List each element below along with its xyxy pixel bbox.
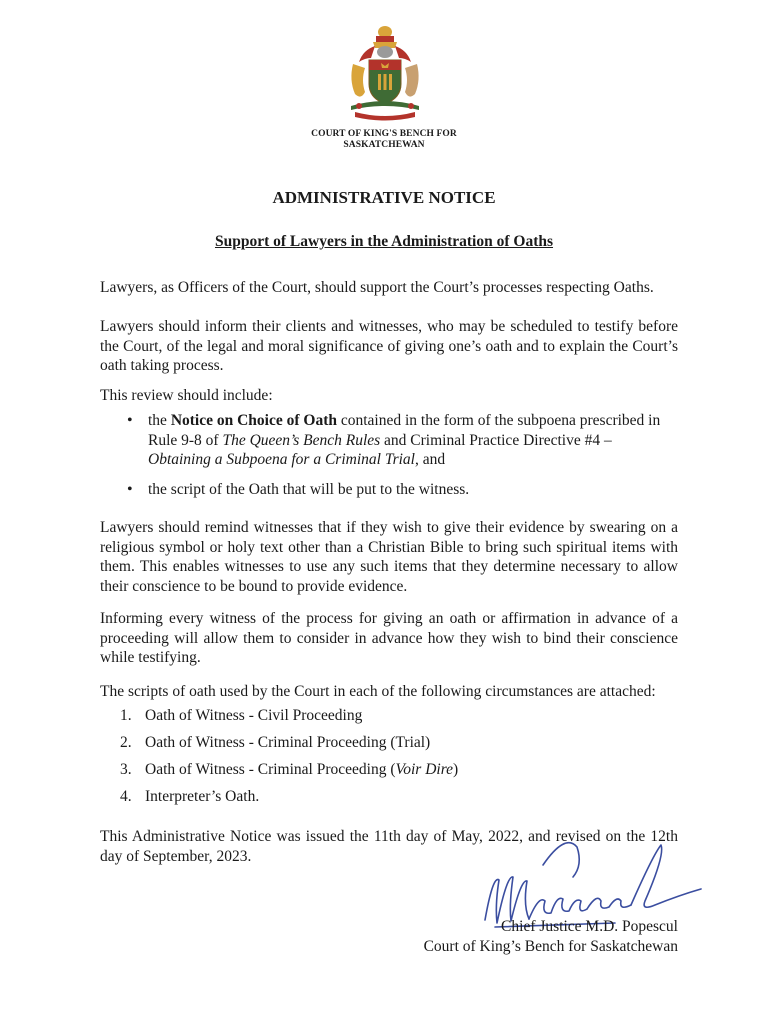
- bullet-text: the script of the Oath that will be put to the witness.: [148, 480, 470, 498]
- notice-subject: Support of Lawyers in the Administration of Oaths: [214, 233, 554, 250]
- court-name-line2: SASKATCHEWAN: [343, 140, 425, 150]
- paragraph-officers: Lawyers, as Officers of the Court, should support the Court’s processes respecting Oaths.: [100, 279, 654, 296]
- notice-title: ADMINISTRATIVE NOTICE: [272, 188, 496, 207]
- paragraph-review-includes: This review should include:: [100, 387, 273, 404]
- oath-scripts-list: [100, 706, 678, 814]
- bullet-oath-script: [100, 480, 678, 500]
- list-number: 2.: [120, 734, 132, 751]
- signatory-court: Court of King’s Bench for Saskatchewan: [423, 938, 678, 955]
- list-number: 1.: [120, 707, 132, 724]
- bullet-bold-text: Notice on Choice of Oath: [170, 412, 337, 429]
- bullet-text: and Criminal Practice Directive #4 –: [380, 431, 612, 449]
- list-number: 3.: [120, 761, 132, 778]
- coat-of-arms-logo: [345, 22, 425, 122]
- paragraph-religious-items: Lawyers should remind witnesses that if they wish to give their evidence by swearing on a religious symbol or holy text other than a Christian Bible to bring such spiritual items with them. This enables witnesses to use any such items that they determine necessary to allow their conscience to be bound to provide evidence.: [100, 519, 678, 595]
- list-item: [100, 706, 678, 726]
- rules-title: The Queen’s Bench Rules: [222, 431, 381, 449]
- paragraph-inform-clients: Lawyers should inform their clients and witnesses, who may be scheduled to testify before the Court, of the legal and moral significance of giving one’s oath and to explain the Court’s oath taking process.: [100, 318, 678, 374]
- list-text: Oath of Witness - Criminal Proceeding (: [145, 761, 396, 778]
- court-name: [0, 129, 768, 151]
- list-number: 4.: [120, 788, 132, 805]
- list-item: [100, 733, 678, 753]
- bullet-text: contained in the form of the subpoena prescribed in Rule 9-8 of: [148, 412, 661, 449]
- paragraph-scripts-attached: The scripts of oath used by the Court in each of the following circumstances are attached:: [100, 683, 656, 700]
- bullet-text: , and: [414, 451, 446, 468]
- list-text: Oath of Witness - Criminal Proceeding (Trial): [145, 734, 431, 751]
- list-italic-text: Voir Dire: [395, 761, 454, 778]
- review-bullet-list: [100, 411, 678, 509]
- list-item: [100, 760, 678, 780]
- court-name-line1: COURT OF KING'S BENCH FOR: [311, 129, 457, 139]
- signature-block: [380, 917, 678, 957]
- list-text: ): [453, 761, 459, 778]
- paragraph-issue-date: This Administrative Notice was issued the 11th day of May, 2022, and revised on the 12th day of September, 2023.: [100, 828, 678, 865]
- list-text: Oath of Witness - Civil Proceeding: [145, 707, 363, 724]
- bullet-notice-choice-of-oath: [100, 411, 678, 470]
- signatory-name: Chief Justice M.D. Popescul: [501, 918, 678, 935]
- list-text: Interpreter’s Oath.: [145, 788, 260, 805]
- directive-title: Obtaining a Subpoena for a Criminal Trial: [148, 451, 415, 468]
- paragraph-informing-witness: Informing every witness of the process for giving an oath or affirmation in advance of a proceeding will allow them to consider in advance how they wish to bind their conscience while testifying.: [100, 610, 678, 666]
- list-item: [100, 787, 678, 807]
- bullet-text: the: [148, 412, 171, 429]
